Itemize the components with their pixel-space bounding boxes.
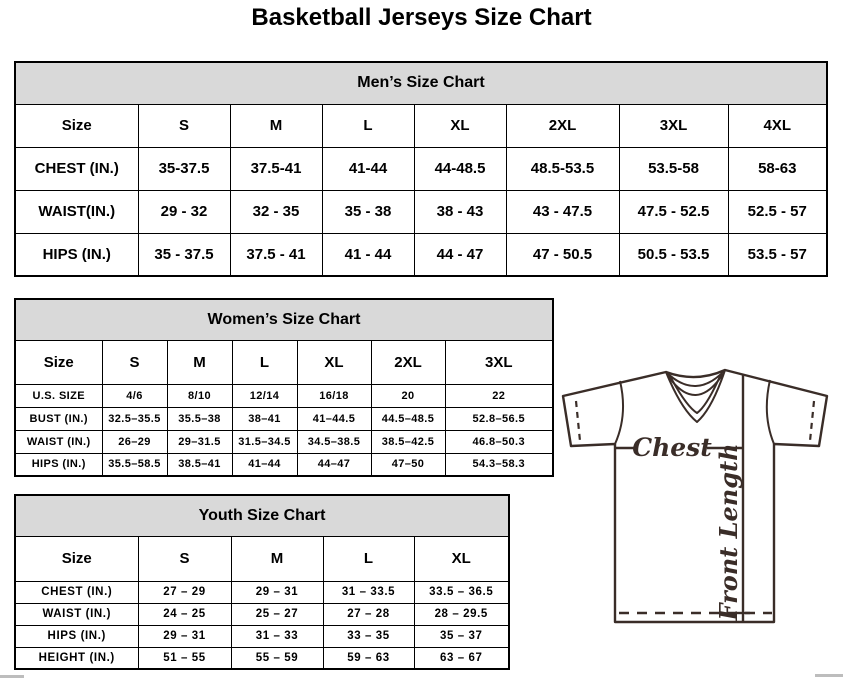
row-label: U.S. SIZE xyxy=(15,384,102,407)
row-label: HEIGHT (IN.) xyxy=(15,647,138,669)
col-header: L xyxy=(232,340,297,384)
col-header: 2XL xyxy=(371,340,445,384)
size-value-cell: 37.5-41 xyxy=(230,147,322,190)
youth-table-header-row xyxy=(15,495,509,536)
size-value-cell: 34.5–38.5 xyxy=(297,430,371,453)
size-value-cell: 8/10 xyxy=(167,384,232,407)
horizontal-scrollbar-right-fragment[interactable] xyxy=(815,674,843,677)
page-title: Basketball Jerseys Size Chart xyxy=(251,4,592,31)
size-value-cell: 44-48.5 xyxy=(414,147,506,190)
size-value-cell: 48.5-53.5 xyxy=(506,147,619,190)
col-header: M xyxy=(230,104,322,147)
size-value-cell: 24 – 25 xyxy=(138,603,231,625)
size-value-cell: 35 - 38 xyxy=(322,190,414,233)
jersey-measurement-diagram xyxy=(553,355,843,645)
row-label: WAIST (IN.) xyxy=(15,603,138,625)
size-value-cell: 41 - 44 xyxy=(322,233,414,276)
col-header: 3XL xyxy=(619,104,728,147)
size-value-cell: 29 - 32 xyxy=(138,190,230,233)
size-value-cell: 29 – 31 xyxy=(231,581,323,603)
mens-size-table xyxy=(14,61,828,277)
womens-size-table xyxy=(14,298,554,477)
size-value-cell: 41-44 xyxy=(322,147,414,190)
table-row xyxy=(15,647,509,669)
col-header: L xyxy=(322,104,414,147)
size-value-cell: 35-37.5 xyxy=(138,147,230,190)
size-value-cell: 44 - 47 xyxy=(414,233,506,276)
size-value-cell: 35.5–58.5 xyxy=(102,453,167,476)
size-value-cell: 47 - 50.5 xyxy=(506,233,619,276)
col-header: XL xyxy=(414,104,506,147)
size-value-cell: 31 – 33 xyxy=(231,625,323,647)
row-label: WAIST(IN.) xyxy=(15,190,138,233)
table-row xyxy=(15,407,553,430)
size-value-cell: 26–29 xyxy=(102,430,167,453)
womens-size-header-row xyxy=(15,340,553,384)
table-row xyxy=(15,453,553,476)
col-header: S xyxy=(138,536,231,581)
row-label: WAIST (IN.) xyxy=(15,430,102,453)
mens-table-title: Men’s Size Chart xyxy=(15,62,827,104)
row-label: HIPS (IN.) xyxy=(15,233,138,276)
row-label: CHEST (IN.) xyxy=(15,147,138,190)
mens-size-header-row xyxy=(15,104,827,147)
col-header: S xyxy=(138,104,230,147)
size-value-cell: 35 – 37 xyxy=(414,625,509,647)
size-value-cell: 41–44.5 xyxy=(297,407,371,430)
size-value-cell: 35.5–38 xyxy=(167,407,232,430)
mens-table-header-row xyxy=(15,62,827,104)
size-value-cell: 28 – 29.5 xyxy=(414,603,509,625)
size-value-cell: 55 – 59 xyxy=(231,647,323,669)
size-value-cell: 31.5–34.5 xyxy=(232,430,297,453)
size-value-cell: 37.5 - 41 xyxy=(230,233,322,276)
size-value-cell: 38–41 xyxy=(232,407,297,430)
sleeve-cuff-dashed-left xyxy=(576,401,580,441)
chest-label: Chest xyxy=(632,433,712,462)
col-header: XL xyxy=(297,340,371,384)
size-value-cell: 44–47 xyxy=(297,453,371,476)
front-length-label: Front Length xyxy=(714,443,743,621)
size-value-cell: 53.5 - 57 xyxy=(728,233,827,276)
size-value-cell: 27 – 29 xyxy=(138,581,231,603)
size-value-cell: 38 - 43 xyxy=(414,190,506,233)
size-column-label: Size xyxy=(15,340,102,384)
row-label: BUST (IN.) xyxy=(15,407,102,430)
row-label: HIPS (IN.) xyxy=(15,453,102,476)
size-value-cell: 52.5 - 57 xyxy=(728,190,827,233)
table-row xyxy=(15,384,553,407)
table-row xyxy=(15,190,827,233)
size-value-cell: 58-63 xyxy=(728,147,827,190)
size-value-cell: 63 – 67 xyxy=(414,647,509,669)
horizontal-scrollbar-left-fragment[interactable] xyxy=(0,675,24,678)
womens-table-title: Women’s Size Chart xyxy=(15,299,553,340)
col-header: 4XL xyxy=(728,104,827,147)
youth-size-table xyxy=(14,494,510,670)
jersey-outline xyxy=(563,370,827,622)
size-value-cell: 41–44 xyxy=(232,453,297,476)
size-value-cell: 51 – 55 xyxy=(138,647,231,669)
col-header: 3XL xyxy=(445,340,553,384)
size-value-cell: 22 xyxy=(445,384,553,407)
size-column-label: Size xyxy=(15,104,138,147)
size-value-cell: 29 – 31 xyxy=(138,625,231,647)
size-value-cell: 54.3–58.3 xyxy=(445,453,553,476)
size-value-cell: 32.5–35.5 xyxy=(102,407,167,430)
size-value-cell: 53.5-58 xyxy=(619,147,728,190)
size-value-cell: 12/14 xyxy=(232,384,297,407)
size-value-cell: 25 – 27 xyxy=(231,603,323,625)
size-value-cell: 32 - 35 xyxy=(230,190,322,233)
col-header: S xyxy=(102,340,167,384)
size-value-cell: 47–50 xyxy=(371,453,445,476)
row-label: HIPS (IN.) xyxy=(15,625,138,647)
size-value-cell: 33 – 35 xyxy=(323,625,414,647)
size-value-cell: 52.8–56.5 xyxy=(445,407,553,430)
armhole-seam-left xyxy=(615,381,623,444)
row-label: CHEST (IN.) xyxy=(15,581,138,603)
size-value-cell: 29–31.5 xyxy=(167,430,232,453)
size-value-cell: 47.5 - 52.5 xyxy=(619,190,728,233)
size-value-cell: 4/6 xyxy=(102,384,167,407)
size-value-cell: 43 - 47.5 xyxy=(506,190,619,233)
col-header: XL xyxy=(414,536,509,581)
womens-table-header-row xyxy=(15,299,553,340)
size-value-cell: 50.5 - 53.5 xyxy=(619,233,728,276)
col-header: M xyxy=(167,340,232,384)
table-row xyxy=(15,625,509,647)
size-value-cell: 59 – 63 xyxy=(323,647,414,669)
size-value-cell: 33.5 – 36.5 xyxy=(414,581,509,603)
table-row xyxy=(15,233,827,276)
size-value-cell: 20 xyxy=(371,384,445,407)
col-header: L xyxy=(323,536,414,581)
size-value-cell: 31 – 33.5 xyxy=(323,581,414,603)
size-value-cell: 16/18 xyxy=(297,384,371,407)
size-value-cell: 27 – 28 xyxy=(323,603,414,625)
size-value-cell: 46.8–50.3 xyxy=(445,430,553,453)
sleeve-cuff-dashed-right xyxy=(810,401,814,441)
size-value-cell: 38.5–42.5 xyxy=(371,430,445,453)
armhole-seam-right xyxy=(767,380,774,444)
table-row xyxy=(15,430,553,453)
col-header: 2XL xyxy=(506,104,619,147)
size-column-label: Size xyxy=(15,536,138,581)
youth-table-title: Youth Size Chart xyxy=(15,495,509,536)
youth-size-header-row xyxy=(15,536,509,581)
table-row xyxy=(15,581,509,603)
table-row xyxy=(15,147,827,190)
size-value-cell: 38.5–41 xyxy=(167,453,232,476)
col-header: M xyxy=(231,536,323,581)
size-value-cell: 35 - 37.5 xyxy=(138,233,230,276)
table-row xyxy=(15,603,509,625)
size-value-cell: 44.5–48.5 xyxy=(371,407,445,430)
